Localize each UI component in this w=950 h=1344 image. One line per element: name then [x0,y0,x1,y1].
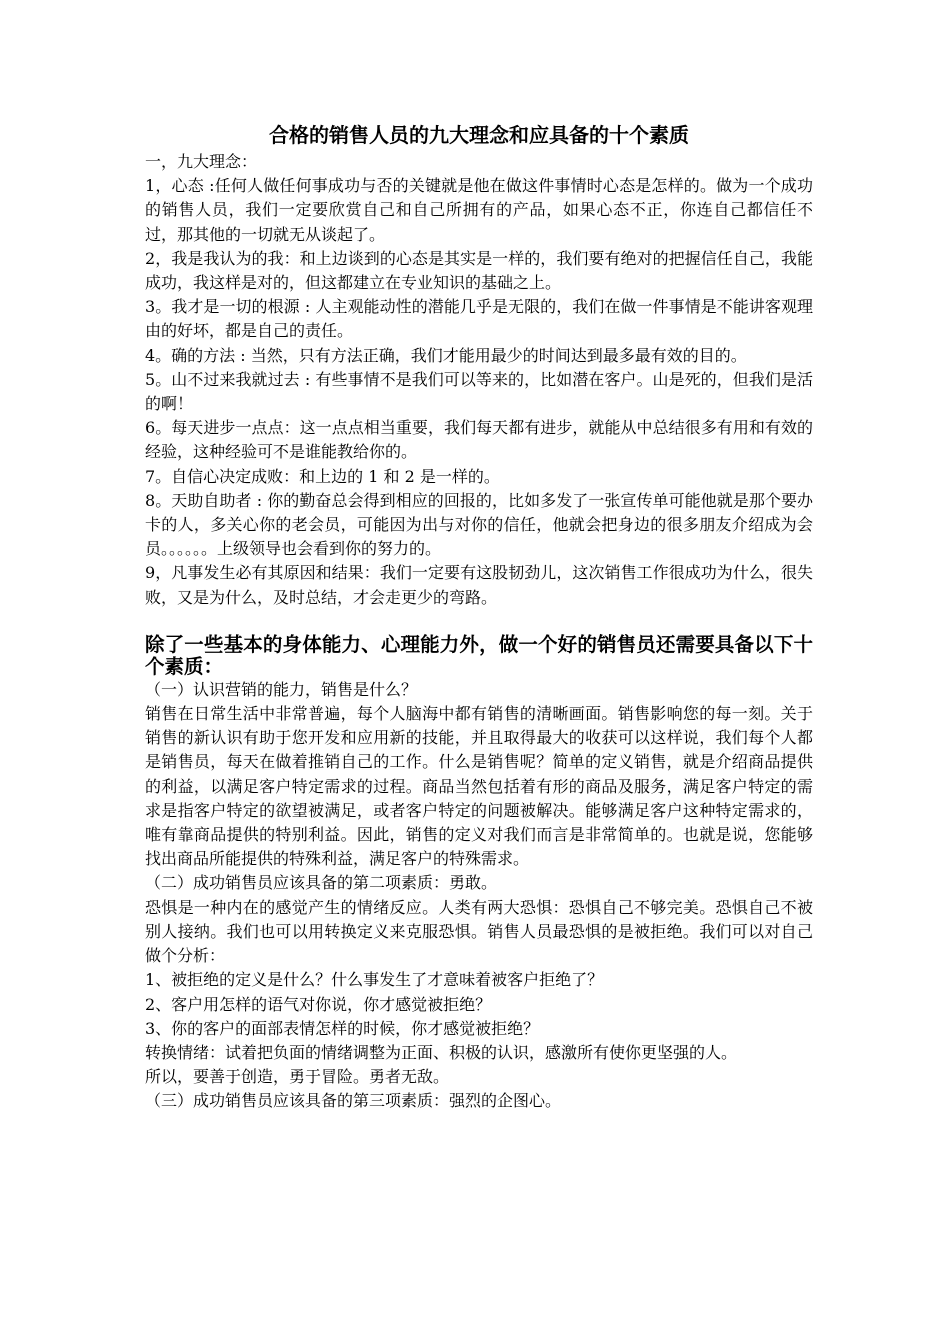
concept-7: 7。自信心决定成败：和上边的 1 和 2 是一样的。 [145,466,500,486]
concept-4: 4。确的方法 : 当然，只有方法正确，我们才能用最少的时间达到最多最有效的目的。 [145,345,747,365]
rejection-question-3: 3、你的客户的面部表情怎样的时候，你才感觉被拒绝？ [145,1018,540,1038]
concept-5: 5。山不过来我就过去 : 有些事情不是我们可以等来的，比如潜在客户。山是死的，但我们是活的啊！ [145,369,813,414]
document-body [145,120,813,1114]
concept-1: 1，心态 :任何人做任何事成功与否的关键就是他在做这件事情时心态是怎样的。做为一个成功的销售人员，我们一定要欣赏自己和自己所拥有的产品，如果心态不正，你连自己都信任不过，那其他的一切就无从谈起了。 [145,176,813,244]
quality-3-heading: （三）成功销售员应该具备的第三项素质：强烈的企图心。 [145,1091,562,1111]
section1-heading: 一，九大理念： [145,152,258,171]
concept-9: 9，凡事发生必有其原因和结果：我们一定要有这股韧劲儿，这次销售工作很成功为什么，很失败，又是为什么，及时总结，才会走更少的弯路。 [145,563,813,607]
concept-6: 6。每天进步一点点：这一点点相当重要，我们每天都有进步，就能从中总结很多有用和有效的经验，这种经验可不是谁能教给你的。 [145,418,813,462]
quality-2-body: 恐惧是一种内在的感觉产生的情绪反应。人类有两大恐惧：恐惧自己不够完美。恐惧自己不被别人接纳。我们也可以用转换定义来克服恐惧。销售人员最恐惧的是被拒绝。我们可以对自己做个分析： [145,897,813,966]
concept-8: 8。天助自助者 : 你的勤奋总会得到相应的回报的，比如多发了一张宣传单可能他就是那个要办卡的人，多关心你的老会员，可能因为出与对你的信任，他就会把身边的很多朋友介绍成为会员。。。。。。上级领导也会看到你的努力的。 [145,490,813,559]
document-title: 合格的销售人员的九大理念和应具备的十个素质 [269,123,689,147]
quality-2-conclusion: 所以，要善于创造，勇于冒险。勇者无敌。 [145,1067,450,1087]
concept-3: 3。我才是一切的根源 : 人主观能动性的潜能几乎是无限的，我们在做一件事情是不能讲客观理由的好坏，都是自己的责任。 [145,297,813,341]
rejection-question-2: 2、客户用怎样的语气对你说，你才感觉被拒绝？ [145,994,492,1014]
concept-2: 2，我是我认为的我：和上边谈到的心态是其实是一样的，我们要有绝对的把握信任自己，我能成功，我这样是对的，但这都建立在专业知识的基础之上。 [145,248,813,293]
section2-heading: 除了一些基本的身体能力、心理能力外，做一个好的销售员还需要具备以下十个素质： [145,632,813,678]
quality-1-heading: （一）认识营销的能力，销售是什么？ [145,679,418,699]
quality-2-heading: （二）成功销售员应该具备的第二项素质：勇敢。 [145,873,498,893]
rejection-question-1: 1、被拒绝的定义是什么？什么事发生了才意味着被客户拒绝了？ [145,970,604,990]
emotion-conversion: 转换情绪：试着把负面的情绪调整为正面、积极的认识，感激所有使你更坚强的人。 [145,1042,738,1062]
quality-1-body: 销售在日常生活中非常普遍，每个人脑海中都有销售的清晰画面。销售影响您的每一刻。关于销售的新认识有助于您开发和应用新的技能，并且取得最大的收获可以这样说，我们每个人都是销售员，每天在做着推销自己的工作。什么是销售呢？简单的定义销售，就是介绍商品提供的利益，以满足客户特定需求的过程。商品当然包括着有形的商品及服务，满足客户特定的需求是指客户特定的欲望被满足，或者客户特定的问题被解决。能够满足客户这种特定需求的，唯有靠商品提供的特别利益。因此，销售的定义对我们而言是非常简单的。也就是说，您能够找出商品所能提供的特殊利益，满足客户的特殊需求。 [145,704,813,869]
